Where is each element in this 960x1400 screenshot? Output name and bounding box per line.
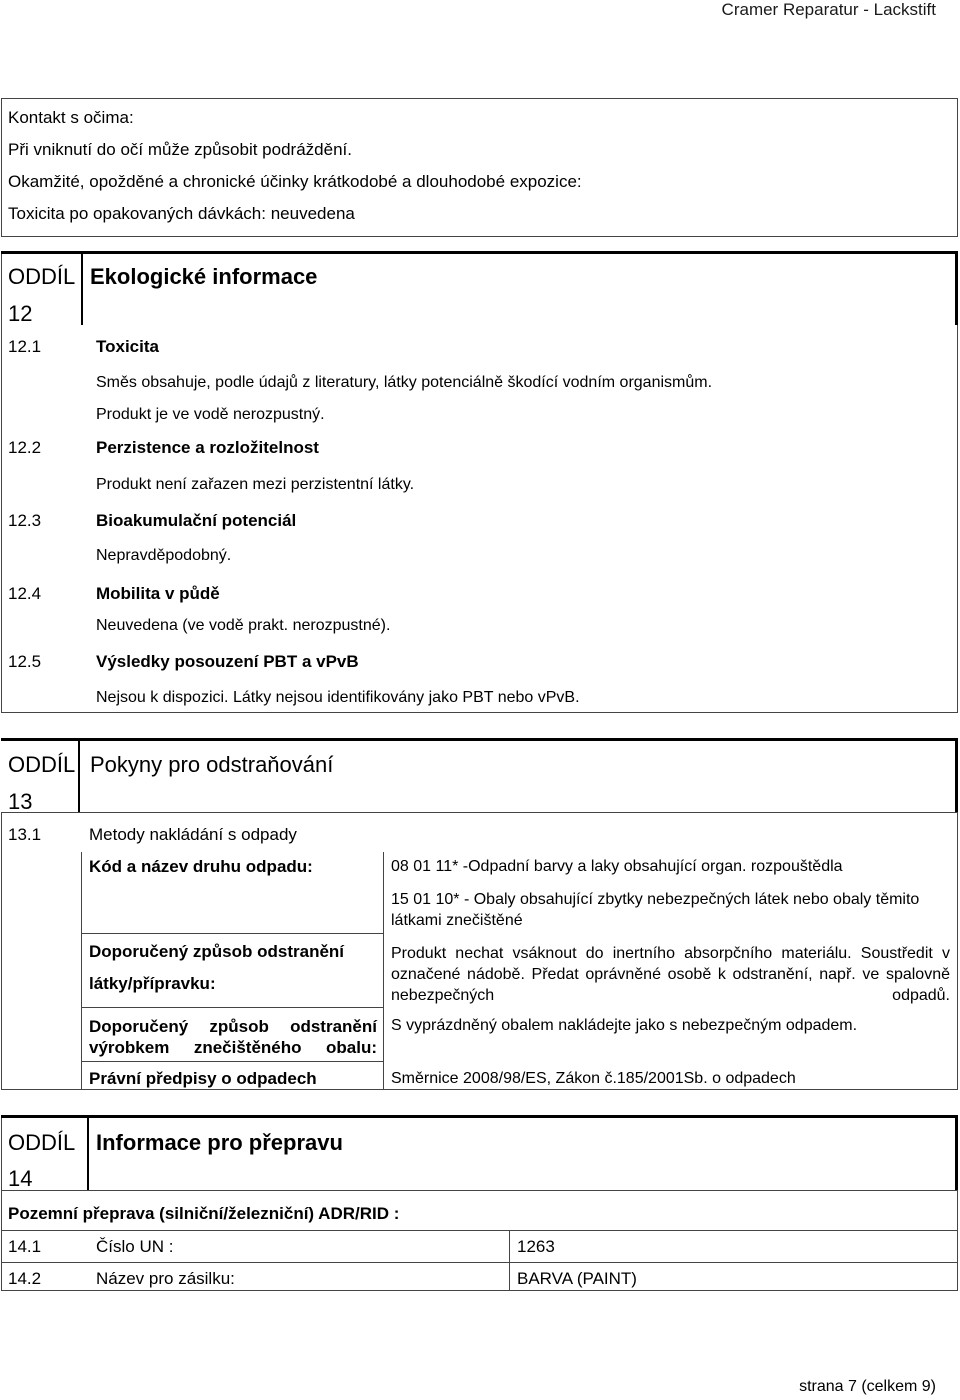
subsection-12-1-text-1: Směs obsahuje, podle údajů z literatury, látky potenciálně škodící vodním organismům. <box>96 374 713 391</box>
land-transport-heading: Pozemní přeprava (silniční/železniční) ADR/RID : <box>8 1204 400 1223</box>
section-14-label: ODDÍL <box>8 1130 76 1155</box>
section-12-right-rule <box>955 251 958 325</box>
legal-value: Směrnice 2008/98/ES, Zákon č.185/2001Sb. o odpadech <box>391 1070 796 1087</box>
section-13-row-rule-1 <box>82 933 383 934</box>
subsection-12-4-title: Mobilita v půdě <box>96 584 220 603</box>
subsection-13-1-number: 13.1 <box>8 825 42 844</box>
document-header-title: Cramer Reparatur - Lackstift <box>721 0 936 19</box>
packaging-label: Doporučený způsob odstranění výrobkem znečištěného obalu: <box>89 1017 377 1057</box>
section-14-number: 14 <box>8 1166 33 1191</box>
repeated-dose-toxicity: Toxicita po opakovaných dávkách: neuvedena <box>8 204 355 223</box>
section-12-number: 12 <box>8 301 33 326</box>
disposal-label-line-1: Doporučený způsob odstranění <box>89 942 345 961</box>
section-13-right-rule-lower <box>957 812 958 1089</box>
subsection-13-1-title: Metody nakládání s odpady <box>89 825 297 844</box>
un-number-code: 14.1 <box>8 1237 42 1256</box>
section-12-label: ODDÍL <box>8 264 76 289</box>
exposure-effects-heading: Okamžité, opožděné a chronické účinky krátkodobé a dlouhodobé expozice: <box>8 172 582 191</box>
subsection-12-5-number: 12.5 <box>8 652 42 671</box>
section-14-divider <box>87 1115 89 1190</box>
legal-label: Právní předpisy o odpadech <box>89 1069 317 1088</box>
section-13-number: 13 <box>8 789 33 814</box>
section-12-top-rule <box>1 251 958 254</box>
section-14-top-rule <box>1 1115 958 1118</box>
shipping-name-code: 14.2 <box>8 1269 42 1288</box>
section-14-title: Informace pro přepravu <box>96 1130 343 1155</box>
section-12-title: Ekologické informace <box>90 264 318 289</box>
section-12-divider <box>81 251 83 325</box>
section-13-row-rule-2 <box>82 1007 383 1008</box>
section-14-value-column-rule <box>509 1230 510 1291</box>
section-13-header-rule <box>1 812 958 813</box>
section-13-bottom-rule <box>1 1089 958 1090</box>
subsection-12-5-title: Výsledky posouzení PBT a vPvB <box>96 652 359 671</box>
eye-contact-effect: Při vniknutí do očí může způsobit podráždění. <box>8 140 352 159</box>
subsection-12-1-text-2: Produkt je ve vodě nerozpustný. <box>96 406 325 423</box>
section-14-row-rule-2 <box>1 1262 958 1263</box>
un-number-value: 1263 <box>517 1237 555 1256</box>
subsection-12-4-text-1: Neuvedena (ve vodě prakt. nerozpustné). <box>96 617 391 634</box>
section-14-right-rule <box>955 1115 958 1190</box>
shipping-name-label: Název pro zásilku: <box>96 1269 235 1288</box>
page-number: strana 7 (celkem 9) <box>799 1378 936 1395</box>
disposal-value: Produkt nechat vsáknout do inertního absorpčního materiálu. Soustředit v označené nádobě. Předat oprávněné osobě k odstranění, např. ve spalovně nebezpečných odpadů. <box>391 945 950 1004</box>
subsection-12-3-title: Bioakumulační potenciál <box>96 511 297 530</box>
subsection-12-2-number: 12.2 <box>8 438 42 457</box>
section-13-row-rule-3 <box>82 1061 383 1062</box>
disposal-label-line-2: látky/přípravku: <box>89 974 216 993</box>
subsection-12-5-text-1: Nejsou k dispozici. Látky nejsou identifikovány jako PBT nebo vPvB. <box>96 689 580 706</box>
section-13-right-rule <box>955 738 958 812</box>
un-number-label: Číslo UN : <box>96 1237 174 1256</box>
section-13-title: Pokyny pro odstraňování <box>90 752 334 777</box>
section-13-left-rule <box>1 812 2 1089</box>
subsection-12-2-title: Perzistence a rozložitelnost <box>96 438 319 457</box>
subsection-12-3-number: 12.3 <box>8 511 42 530</box>
subsection-12-1-number: 12.1 <box>8 337 42 356</box>
subsection-12-2-text-1: Produkt není zařazen mezi perzistentní látky. <box>96 476 415 493</box>
subsection-12-3-text-1: Nepravděpodobný. <box>96 547 232 564</box>
section-13-label-column-rule <box>81 852 82 1089</box>
subsection-12-1-title: Toxicita <box>96 337 159 356</box>
waste-code-2: 15 01 10* - Obaly obsahující zbytky nebezpečných látek nebo obaly těmito látkami znečištěné <box>391 891 920 929</box>
subsection-12-4-number: 12.4 <box>8 584 42 603</box>
section-13-label: ODDÍL <box>8 752 76 777</box>
section-13-top-rule <box>1 738 958 741</box>
waste-code-label: Kód a název druhu odpadu: <box>89 857 313 876</box>
section-14-row-rule-1 <box>1 1230 958 1231</box>
packaging-value: S vyprázdněný obalem nakládejte jako s nebezpečným odpadem. <box>391 1017 858 1034</box>
section-14-header-rule <box>1 1190 958 1191</box>
eye-contact-heading: Kontakt s očima: <box>8 108 134 127</box>
section-13-divider <box>78 738 80 812</box>
section-13-value-column-rule <box>383 852 384 1089</box>
waste-code-1: 08 01 11* -Odpadní barvy a laky obsahující organ. rozpouštědla <box>391 858 843 875</box>
shipping-name-value: BARVA (PAINT) <box>517 1269 637 1288</box>
